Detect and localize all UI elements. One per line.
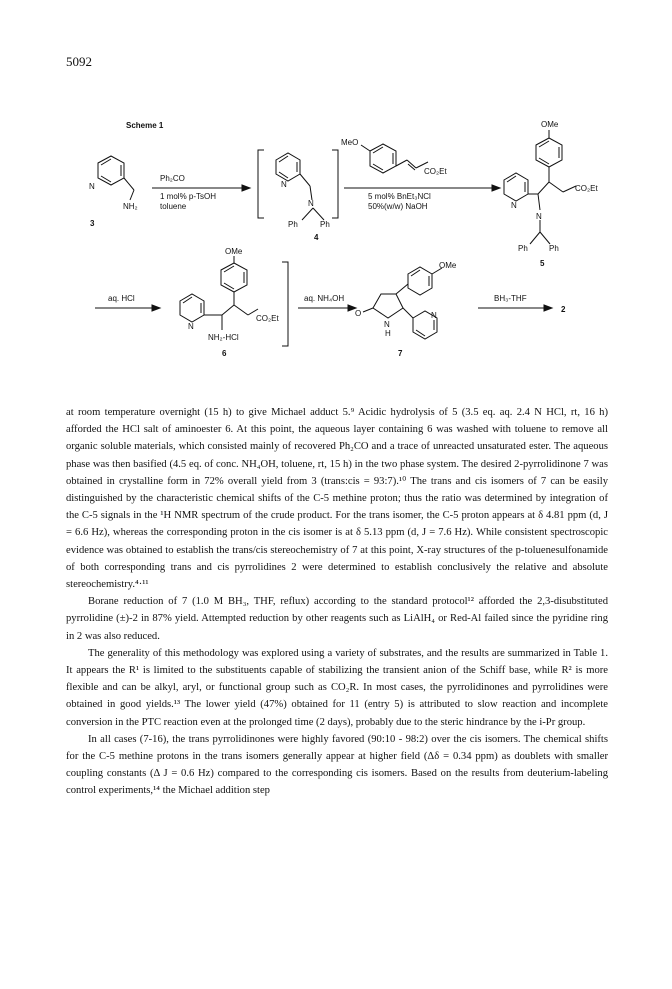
compound-5-label: 5 <box>540 259 545 268</box>
compound-6-label: 6 <box>222 349 227 358</box>
compound-4-label: 4 <box>314 233 319 242</box>
scheme-label: Ph <box>288 220 298 229</box>
scheme-label: N <box>511 201 517 210</box>
scheme-label: aq. NH₄OH <box>304 294 345 303</box>
scheme-label: CO₂Et <box>575 184 598 193</box>
scheme-label: O <box>355 309 362 318</box>
scheme-label: Ph <box>320 220 330 229</box>
article-body <box>66 404 608 800</box>
cinnamate-structure <box>361 144 428 173</box>
scheme-label: N <box>431 311 437 320</box>
scheme-title: Scheme 1 <box>126 121 164 130</box>
scheme-label: CO₂Et <box>424 167 447 176</box>
scheme-label: N <box>308 199 314 208</box>
compound-3-label: 3 <box>90 219 95 228</box>
paragraph-1: at room temperature overnight (15 h) to give Michael adduct 5.⁹ Acidic hydrolysis of 5 (3.5 eq. aq. 2.4 N HCl, rt, 16 h) afforded the HCl salt of aminoester 6. At this point, the aqueous layer containing 6 was washed with toluene to remove all organic soluble materials, which consisted mainly of recovered Ph₂CO and a trace of unreacted unsaturated ester. The aqueous phase was then basified (4.5 eq. of conc. NH₄OH, toluene, rt, 15 h) in the two phase system. The desired 2-pyrrolidinone 7 was obtained in crystalline form in 72% overall yield from 3 (trans:cis = 93:7).¹⁰ The trans and cis isomers of 7 can be easily distinguished by the characteristic chemical shifts of the C-5 methine proton; thus the ratio was determined by integration of the C-5 signals in the ¹H NMR spectrum of the crude product. For the trans isomer, the C-5 proton appears at δ 4.81 ppm (d, J = 6.6 Hz), whereas the corresponding proton in the cis isomer is at δ 5.13 ppm (d, J = 7.6 Hz). While consistent spectroscopic evidence was obtained to establish the trans/cis stereochemistry of 7 at this point, X-ray structures of the p-toluenesulfonamide of both corresponding trans and cis pyrrolidines 2 were determined to establish conclusively the relative and absolute stereochemistry.⁴·¹¹ <box>66 407 608 591</box>
scheme-label: 50%(w/w) NaOH <box>368 202 428 211</box>
label-nh2: NH₂ <box>123 202 138 211</box>
compound-5-structure <box>504 130 576 244</box>
scheme-label: 1 mol% p-TsOH <box>160 192 217 201</box>
scheme-label: Ph₂CO <box>160 174 185 183</box>
scheme-label: 5 mol% BnEt₃NCl <box>368 192 431 201</box>
label-n: N <box>89 182 95 191</box>
scheme-label: N <box>281 180 287 189</box>
scheme-label: OMe <box>225 247 243 256</box>
scheme-label: MeO <box>341 138 359 147</box>
scheme-label: toluene <box>160 202 187 211</box>
scheme-label: H <box>385 329 391 338</box>
scheme-label: CO₂Et <box>256 314 279 323</box>
scheme-label: N <box>384 320 390 329</box>
paragraph-2: Borane reduction of 7 (1.0 M BH₃, THF, reflux) according to the standard protocol¹² afforded the 2,3-disubstituted pyrrolidine (±)-2 in 87% yield. Attempted reduction by other reagents such as LiAlH₄ or Red-Al failed since the pyridine ring in 2 was also reduced. <box>66 596 608 642</box>
reaction-scheme <box>0 0 672 400</box>
scheme-label: BH₃-THF <box>494 294 527 303</box>
compound-2-label: 2 <box>561 305 566 314</box>
scheme-label: aq. HCl <box>108 294 135 303</box>
paragraph-3: The generality of this methodology was explored using a variety of substrates, and the results are summarized in Table 1. It appears the R¹ is limited to the substituents capable of stabilizing the transient anion of the Schiff base, while R² is more flexible and can be alkyl, aryl, or functional group such as CO₂R. In most cases, the pyrrolidinones and pyrrolidines were obtained in good yields.¹³ The lower yield (47%) obtained for 11 (entry 5) is attributed to slow reaction and incomplete conversion in the PTC reaction even at the prolonged time (2 days), probably due to the steric hindrance by the i-Pr group. <box>66 647 608 728</box>
compound-6-structure <box>180 256 258 330</box>
compound-7-label: 7 <box>398 349 403 358</box>
scheme-label: NH₂-HCl <box>208 333 239 342</box>
scheme-label: OMe <box>541 120 559 129</box>
scheme-label: N <box>188 322 194 331</box>
compound-7-structure <box>363 267 442 339</box>
scheme-label: Ph <box>549 244 559 253</box>
scheme-label: Ph <box>518 244 528 253</box>
scheme-label: N <box>536 212 542 221</box>
compound-3-structure <box>98 156 134 200</box>
page-number: 5092 <box>66 54 92 69</box>
paragraph-4: In all cases (7-16), the trans pyrrolidinones were highly favored (90:10 - 98:2) over the cis isomers. The chemical shifts for the C-5 methine protons in the trans isomers generally appear at higher field (Δδ = 0.34 ppm) as doublets with smaller coupling constants (Δ J = 0.6 Hz) compared to the corresponding cis isomers. Based on the results from deuterium-labeling control experiments,¹⁴ the Michael addition step <box>66 733 608 797</box>
scheme-label: OMe <box>439 261 457 270</box>
